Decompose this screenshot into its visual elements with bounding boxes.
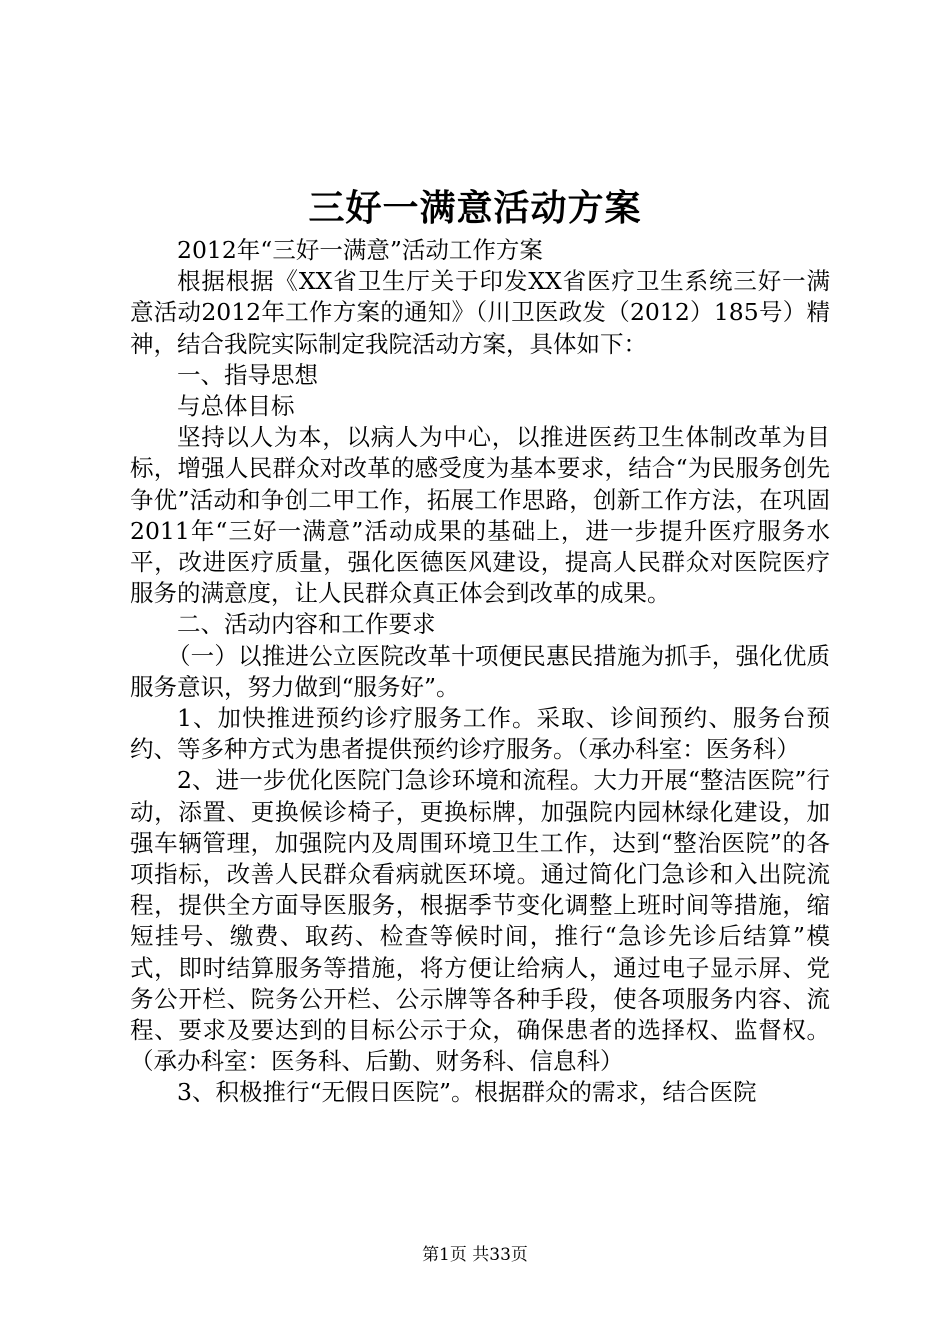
item-3-paragraph: 3、积极推行“无假日医院”。根据群众的需求，结合医院 (177, 1078, 757, 1107)
document-body (130, 235, 830, 1109)
page-footer: 第1页 共33页 (422, 1245, 528, 1265)
document-title: 三好一满意活动方案 (308, 187, 642, 229)
section-heading-1: 一、指导思想 (177, 360, 318, 389)
basis-paragraph: 根据根据《XX省卫生厅关于印发XX省医疗卫生系统三好一满意活动2012年工作方案的通知》（川卫医政发（2012）185号）精神，结合我院实际制定我院活动方案，具体如下： (130, 267, 830, 358)
section-heading-2: 二、活动内容和工作要求 (177, 610, 436, 639)
subtitle-paragraph: 2012年“三好一满意”活动工作方案 (177, 236, 543, 264)
goal-paragraph: 坚持以人为本，以病人为中心，以推进医药卫生体制改革为目标，增强人民群众对改革的感受度为基本要求，结合“为民服务创先争优”活动和争创二甲工作，拓展工作思路，创新工作方法，在巩固2011年“三好一满意”活动成果的基础上，进一步提升医疗服务水平，改进医疗质量，强化医德医风建设，提高人民群众对医院医疗服务的满意度，让人民群众真正体会到改革的成果。 (130, 423, 830, 608)
item-2-paragraph: 2、进一步优化医院门急诊环境和流程。大力开展“整洁医院”行动，添置、更换候诊椅子，更换标牌，加强院内园林绿化建设，加强车辆管理，加强院内及周围环境卫生工作，达到“整治医院”的各项指标，改善人民群众看病就医环境。通过简化门急诊和入出院流程，提供全方面导医服务，根据季节变化调整上班时间等措施，缩短挂号、缴费、取药、检查等候时间，推行“急诊先诊后结算”模式，即时结算服务等措施，将方便让给病人，通过电子显示屏、党务公开栏、院务公开栏、公示牌等各种手段，使各项服务内容、流程、要求及要达到的目标公示于众，确保患者的选择权、监督权。（承办科室：医务科、后勤、财务科、信息科） (130, 766, 830, 1076)
item-1-paragraph: 1、加快推进预约诊疗服务工作。采取、诊间预约、服务台预约、等多种方式为患者提供预约诊疗服务。（承办科室：医务科） (130, 704, 830, 764)
section-heading-1-cont: 与总体目标 (177, 392, 295, 421)
subsection-1-paragraph: （一）以推进公立医院改革十项便民惠民措施为抓手，强化优质服务意识，努力做到“服务好”。 (130, 641, 830, 701)
